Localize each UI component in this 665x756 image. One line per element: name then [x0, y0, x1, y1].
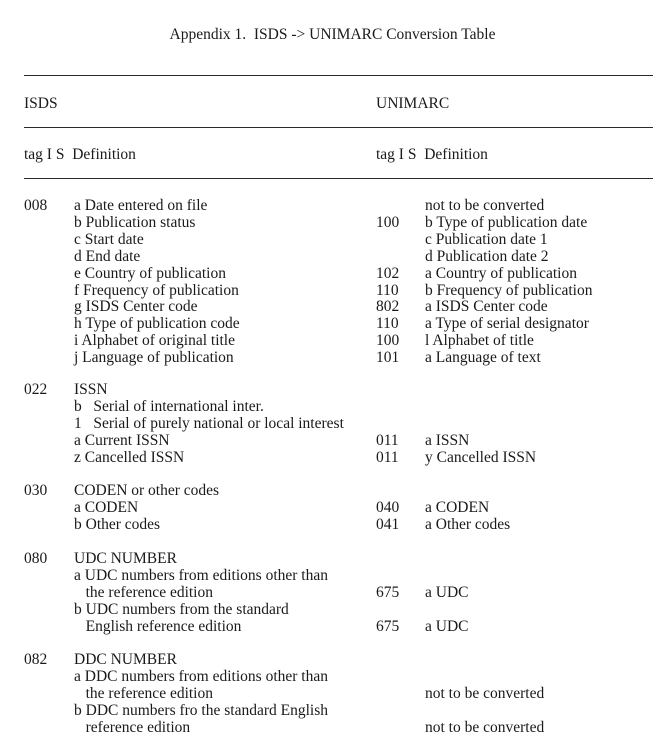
unimarc-definition: a Type of serial designator — [425, 315, 589, 332]
isds-definition: b Other codes — [74, 516, 161, 533]
isds-definition: CODEN or other codes — [74, 482, 220, 499]
unimarc-tag: 100 — [376, 214, 400, 231]
isds-definition: b UDC numbers from the standard — [74, 601, 289, 618]
unimarc-tag: 040 — [376, 499, 400, 516]
unimarc-definition: a UDC — [425, 618, 469, 635]
isds-definition: English reference edition — [74, 618, 242, 635]
unimarc-tag: 110 — [376, 282, 399, 299]
isds-definition: a CODEN — [74, 499, 139, 516]
unimarc-tag: 011 — [376, 432, 399, 449]
isds-definition: a DDC numbers from editions other than — [74, 668, 328, 685]
isds-definition: b Serial of international inter. — [74, 398, 264, 415]
unimarc-definition: a Language of text — [425, 349, 541, 366]
unimarc-tag: 041 — [376, 516, 400, 533]
isds-definition: g ISDS Center code — [74, 298, 198, 315]
unimarc-definition: c Publication date 1 — [425, 231, 548, 248]
isds-definition: h Type of publication code — [74, 315, 240, 332]
unimarc-definition: a UDC — [425, 584, 469, 601]
unimarc-tag: 675 — [376, 618, 400, 635]
isds-header: ISDS — [24, 95, 58, 112]
isds-definition: b Publication status — [74, 214, 196, 231]
unimarc-header: UNIMARC — [376, 95, 450, 112]
unimarc-definition: not to be converted — [425, 197, 545, 214]
unimarc-definition: not to be converted — [425, 719, 545, 736]
isds-definition: i Alphabet of original title — [74, 332, 235, 349]
isds-definition: z Cancelled ISSN — [74, 449, 185, 466]
unimarc-tag: 110 — [376, 315, 399, 332]
isds-definition: the reference edition — [74, 584, 213, 601]
unimarc-definition: a ISDS Center code — [425, 298, 548, 315]
isds-definition: j Language of publication — [74, 349, 234, 366]
unimarc-tag: 102 — [376, 265, 400, 282]
unimarc-tag: 011 — [376, 449, 399, 466]
isds-tag: 082 — [24, 651, 48, 668]
isds-tag: 030 — [24, 482, 48, 499]
unimarc-definition: a CODEN — [425, 499, 490, 516]
unimarc-definition: b Type of publication date — [425, 214, 588, 231]
isds-definition: UDC NUMBER — [74, 550, 177, 567]
isds-definition: ISSN — [74, 381, 108, 398]
unimarc-definition: d Publication date 2 — [425, 248, 549, 265]
isds-tag: 022 — [24, 381, 48, 398]
isds-definition: 1 Serial of purely national or local interest — [74, 415, 344, 432]
unimarc-definition: not to be converted — [425, 685, 545, 702]
unimarc-definition: a Country of publication — [425, 265, 577, 282]
isds-definition: the reference edition — [74, 685, 213, 702]
unimarc-tag: 101 — [376, 349, 400, 366]
isds-definition: f Frequency of publication — [74, 282, 239, 299]
unimarc-definition: l Alphabet of title — [425, 332, 534, 349]
unimarc-tag: 100 — [376, 332, 400, 349]
isds-subheader: tag I S Definition — [24, 146, 136, 163]
isds-definition: b DDC numbers fro the standard English — [74, 702, 328, 719]
isds-definition: d End date — [74, 248, 141, 265]
isds-tag: 008 — [24, 197, 48, 214]
unimarc-subheader: tag I S Definition — [376, 146, 488, 163]
isds-definition: DDC NUMBER — [74, 651, 177, 668]
unimarc-definition: a Other codes — [425, 516, 511, 533]
isds-definition: e Country of publication — [74, 265, 226, 282]
unimarc-tag: 802 — [376, 298, 400, 315]
unimarc-definition: b Frequency of publication — [425, 282, 593, 299]
isds-definition: a Current ISSN — [74, 432, 170, 449]
unimarc-definition: y Cancelled ISSN — [425, 449, 537, 466]
isds-definition: c Start date — [74, 231, 144, 248]
isds-definition: reference edition — [74, 719, 191, 736]
page-title: Appendix 1. ISDS -> UNIMARC Conversion Table — [169, 26, 496, 43]
isds-definition: a Date entered on file — [74, 197, 208, 214]
isds-tag: 080 — [24, 550, 48, 567]
unimarc-definition: a ISSN — [425, 432, 470, 449]
unimarc-tag: 675 — [376, 584, 400, 601]
isds-definition: a UDC numbers from editions other than — [74, 567, 328, 584]
